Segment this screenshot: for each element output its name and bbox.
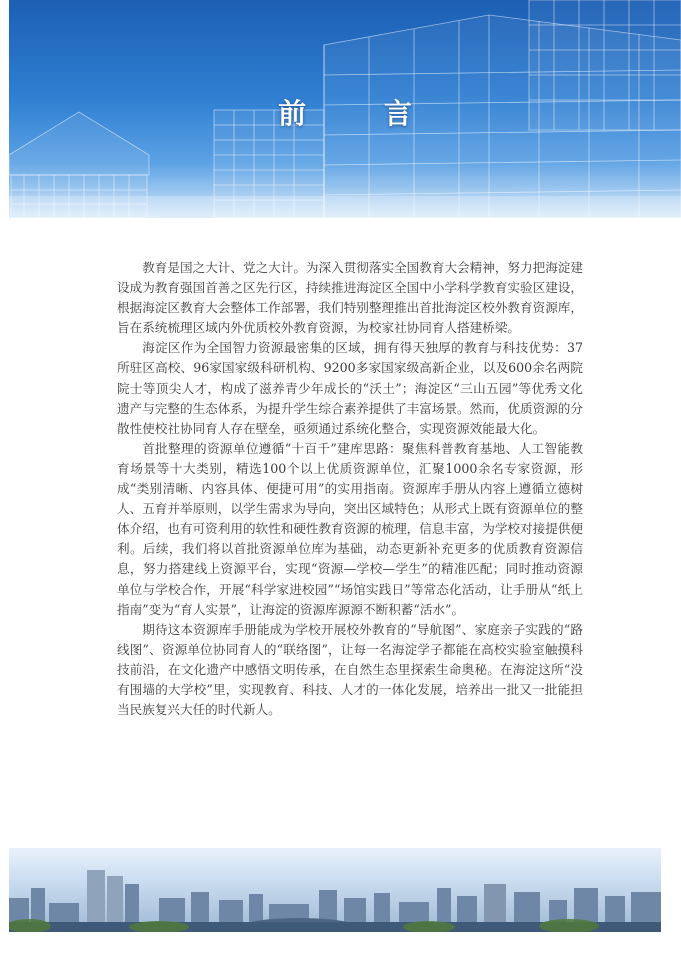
preface-paragraph: 期待这本资源库手册能成为学校开展校外教育的“导航图”、家庭亲子实践的“路线图”、资源单位协同育人的“联络图”，让每一名海淀学子都能在高校实验室触摸科技前沿，在文化遗产中感悟文明传承，在自然生态里探索生命奥秘。在海淀这所“没有围墙的大学校”里，实现教育、科技、人才的一体化发展，培养出一批又一批能担当民族复兴大任的时代新人。 bbox=[117, 621, 583, 718]
preface-paragraph: 首批整理的资源单位遵循“十百千”建库思路：聚焦科普教育基地、人工智能教育场景等十大类别，精选100个以上优质资源单位，汇聚1000余名专家资源，形成“类别清晰、内容具体、便捷可用”的实用指南。资源库手册从内容上遵循立德树人、五育并举原则，以学生需求为导向，突出区域特色；从形式上既有资源单位的整体介绍，也有可资利用的软性和硬性教育资源的梳理，信息丰富，为学校对接提供便利。后续，我们将以首批资源单位库为基础，动态更新补充更多的优质教育资源信息，努力搭建线上资源平台，实现“资源—学校—学生”的精准匹配；同时推动资源单位与学校合作，开展“科学家进校园”“场馆实践日”等常态化活动，让手册从“纸上指南”变为“育人实景”，让海淀的资源库源源不断积蓄“活水”。 bbox=[117, 440, 583, 617]
skyline-illustration bbox=[9, 848, 661, 932]
preface-body bbox=[117, 258, 583, 720]
header-banner bbox=[9, 0, 681, 218]
city-skyline-image bbox=[9, 848, 661, 932]
preface-paragraph: 海淀区作为全国智力资源最密集的区域，拥有得天独厚的教育与科技优势：37所驻区高校、96家国家级科研机构、9200多家国家级高新企业，以及600余名两院院士等顶尖人才，构成了滋养青少年成长的“沃土”；海淀区“三山五园”等优秀文化遗产与完整的生态体系，为提升学生综合素养提供了丰富场景。然而，优质资源的分散性使校社协同育人存在壁垒，亟须通过系统化整合，实现资源效能最大化。 bbox=[117, 340, 583, 436]
preface-paragraph: 教育是国之大计、党之大计。为深入贯彻落实全国教育大会精神，努力把海淀建设成为教育强国首善之区先行区，持续推进海淀区全国中小学科学教育实验区建设，根据海淀区教育大会整体工作部署，我们特别整理推出首批海淀区校外教育资源库，旨在系统梳理区域内外优质校外教育资源，为校家社协同育人搭建桥梁。 bbox=[117, 260, 583, 336]
page-title: 前 言 bbox=[278, 97, 446, 130]
